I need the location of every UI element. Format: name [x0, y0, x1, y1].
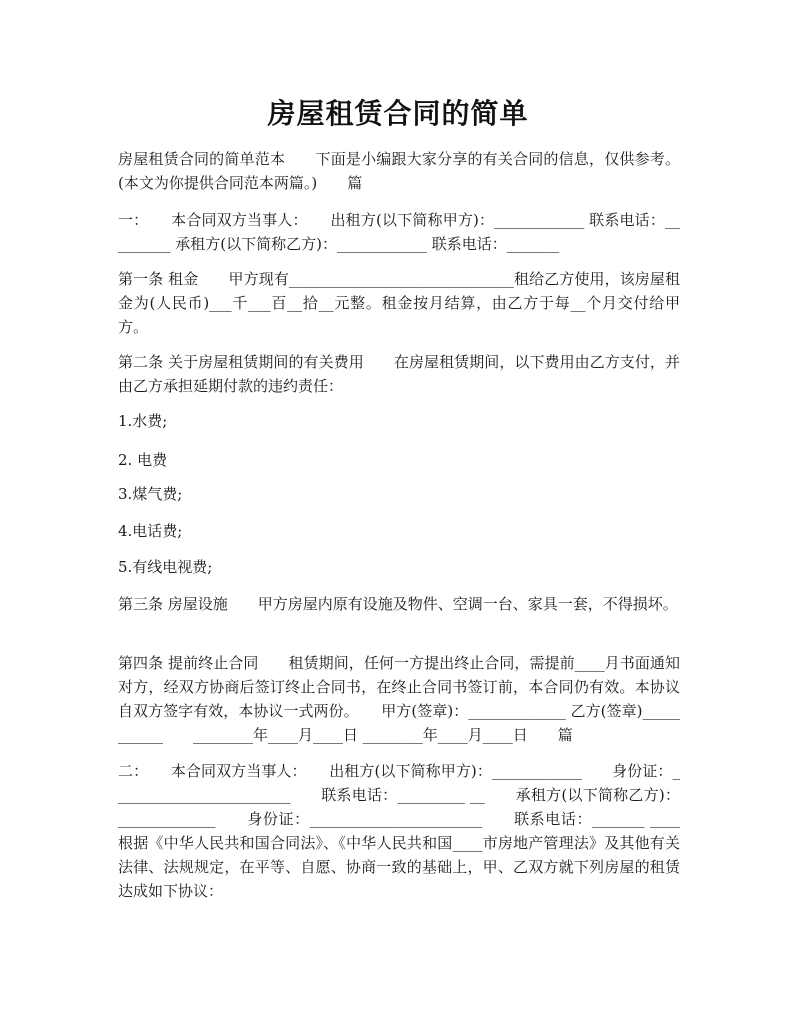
- fee-item: 2. 电费: [118, 451, 168, 469]
- fee-item: 3.煤气费;: [118, 485, 183, 503]
- article-4-termination: 第四条 提前终止合同 租赁期间，任何一方提出终止合同，需提前____月书面通知对方，经双方协商后签订终止合同书，在终止合同书签订前，本合同仍有效。本协议自双方签字有效，本协议一式两份。 甲方(签章)：_____________ 乙方(签章)___________ ________年____月____日 ________年____月____日 篇: [118, 654, 680, 744]
- document-title: 房屋租赁合同的简单: [267, 97, 529, 130]
- section-two-parties: 二： 本合同双方当事人： 出租方(以下简称甲方)：____________ 身份证：________________________ 联系电话：_________ __ 承租方(以下简称乙方)：_____________ 身份证：_______________________ 联系电话：_______ ____ 根据《中华人民共和国合同法》、《中华人民共和国____市房地产管理法》及其他有关法律、法规规定，在平等、自愿、协商一致的基础上，甲、乙双方就下列房屋的租赁达成如下协议：: [118, 762, 711, 900]
- article-1-rent: 第一条 租金 甲方现有______________________________租给乙方使用，该房屋租金为(人民币)___千___百__拾__元整。租金按月结算，由乙方于每__个月交付给甲方。: [118, 270, 680, 336]
- fee-item: 1.水费;: [118, 412, 168, 430]
- article-2-fees: 第二条 关于房屋租赁期间的有关费用 在房屋租赁期间，以下费用由乙方支付，并由乙方承担延期付款的违约责任：: [118, 353, 680, 395]
- section-one-parties: 一： 本合同双方当事人： 出租方(以下简称甲方)：____________ 联系电话：_________ 承租方(以下简称乙方)：____________ 联系电话：_______: [118, 211, 680, 253]
- fee-item: 4.电话费;: [118, 522, 183, 540]
- intro-paragraph: 房屋租赁合同的简单范本 下面是小编跟大家分享的有关合同的信息，仅供参考。(本文为你提供合同范本两篇。) 篇: [118, 150, 680, 192]
- fee-item: 5.有线电视费;: [118, 558, 213, 576]
- article-3-facilities: 第三条 房屋设施 甲方房屋内原有设施及物件、空调一台、家具一套，不得损坏。: [118, 595, 678, 613]
